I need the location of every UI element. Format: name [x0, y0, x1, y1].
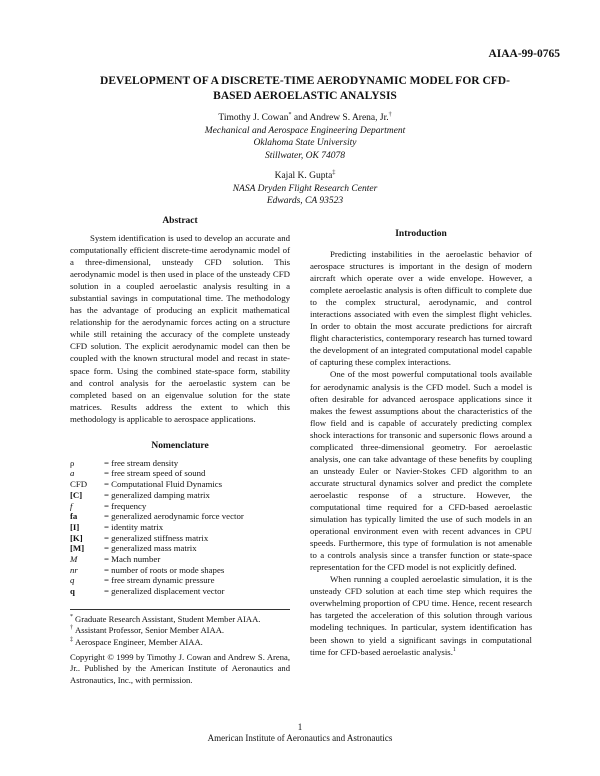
intro-paragraph-1: Predicting instabilities in the aeroelastic behavior of aerospace structures is important in the design of modern aircraft which operate over a wide envelope. However, a complete aeroelastic analysis is often difficult to complete due to the complex structural, aerodynamic, and control interactions associated with even the simplest flight vehicles. In order to obtain the most accurate predictions for aircraft flight characteristics, contemporary research has turned toward the development of an integrated computational model capable of capturing these complex interactions. [310, 249, 532, 368]
title-line-1: DEVELOPMENT OF A DISCRETE-TIME AERODYNAMIC MODEL FOR CFD- [100, 75, 510, 87]
footnotes [70, 614, 290, 649]
nomenclature-definition: = frequency [104, 500, 147, 511]
nomenclature-item [70, 533, 290, 544]
nomenclature-item [70, 586, 290, 597]
nomenclature-symbol: [C] [70, 489, 83, 500]
nomenclature-definition: = number of roots or mode shapes [104, 564, 225, 575]
author-center: NASA Dryden Flight Research Center [232, 183, 378, 194]
author-center-city: Edwards, CA 93523 [266, 196, 344, 206]
intro-paragraph-3: When running a coupled aeroelastic simulation, it is the unsteady CFD solution at each time step which requires the overwhelming proportion of CPU time. Hence, recent research has targeted the acceleration of this solution through various modeling techniques. In particular, system identification has been shown to yield a significant savings in computational time for CFD-based aeroelastic analysis.$^1$ [310, 574, 532, 657]
nomenclature-item [70, 575, 290, 586]
nomenclature-definition: = generalized aerodynamic force vector [104, 511, 244, 522]
title-line-2: BASED AEROELASTIC ANALYSIS [213, 90, 397, 102]
author-names: Timothy J. Cowan* and Andrew S. Arena, Jr.† [218, 111, 392, 123]
nomenclature-symbol: CFD [70, 479, 88, 490]
author-department: Mechanical and Aerospace Engineering Department [204, 125, 406, 136]
footnote-mark: ‡ [70, 637, 73, 644]
nomenclature-symbol: fa [70, 511, 78, 522]
abstract-text: System identification is used to develop an accurate and computationally efficient discrete-time aerodynamic model of a three-dimensional, unsteady CFD solution. This aerodynamic model is then used in place of the unsteady CFD solution in a coupled aeroelastic analysis resulting in a substantial savings in computational time. The methodology has the advantage of producing an explicit mathematical relationship for the aerodynamic forces acting on a structure while still retaining the accuracy of the complete unsteady CFD solution. The explicit aerodynamic model can then be coupled with the known structural model and recast in state-space form. Using the combined state-space form, stability and control analysis for the aeroelastic system can be completed based on an eigenvalue solution for the state matrices. Results address the extent to which this methodology is applicable to aerospace applications. [70, 233, 290, 424]
nomenclature-item [70, 458, 290, 469]
nomenclature-symbol: [M] [70, 543, 85, 554]
nomenclature-definition: = free stream speed of sound [104, 468, 206, 479]
footnote-mark: * [70, 614, 73, 621]
nomenclature-symbol: a [70, 468, 75, 479]
page-number: 1 [297, 722, 303, 732]
author-university: Oklahoma State University [253, 138, 357, 148]
nomenclature-item [70, 565, 290, 576]
left-column [70, 216, 290, 686]
nomenclature-definition: = generalized damping matrix [104, 489, 210, 500]
nomenclature-item [70, 554, 290, 565]
nomenclature-symbol: ρ [70, 457, 75, 468]
nomenclature-heading: Nomenclature [151, 440, 209, 451]
nomenclature-definition: = identity matrix [104, 521, 164, 532]
nomenclature-item [70, 490, 290, 501]
nomenclature-definition: = generalized displacement vector [104, 586, 225, 597]
nomenclature-definition: = free stream dynamic pressure [104, 575, 215, 586]
nomenclature-definition: = generalized mass matrix [104, 543, 197, 554]
nomenclature-symbol: nr [70, 564, 78, 575]
paper-title [70, 74, 540, 104]
footer-text: American Institute of Aeronautics and Astronautics [207, 733, 393, 743]
intro-paragraph-2: One of the most powerful computational tools available for aerodynamic analysis is the CFD model. Such a model is often desirable for advanced aerospace applications since it makes the fewest assumptions about the characteristics of the flow field and is capable of accurately predicting complex shock interactions for transonic and supersonic flows around a complicated three-dimensional geometry. For aeroelastic analysis, one can take advantage of these benefits by coupling an unsteady Euler or Navier-Stokes CFD algorithm to an accurate structural dynamics solver and predict the complete aeroelastic response of a structure. However, the computational time required for a CFD-based aeroelastic simulation has typically limited the use of such models in an operational environment even with recent advances in CPU speeds. Furthermore, this type of formulation is not amenable to a controls analysis since a transfer function or state-space representation for the CFD model is not explicitly defined. [310, 369, 532, 573]
nomenclature-item [70, 543, 290, 554]
footnote-text: Graduate Research Assistant, Student Member AIAA. [75, 613, 261, 624]
footnote-rule [70, 609, 290, 610]
footnote-mark: † [70, 625, 73, 632]
copyright-notice: Copyright © 1999 by Timothy J. Cowan and Andrew S. Arena, Jr.. Published by the American Institute of Aeronautics and Astronautics, Inc., with permission. [70, 651, 290, 685]
author-name-3: Kajal K. Gupta‡ [274, 169, 336, 181]
nomenclature-symbol: [K] [70, 532, 83, 543]
nomenclature-list [70, 458, 290, 597]
nomenclature-item [70, 522, 290, 533]
nomenclature-definition: = free stream density [104, 457, 179, 468]
nomenclature-item [70, 468, 290, 479]
nomenclature-definition: = Mach number [104, 554, 161, 565]
author-city: Stillwater, OK 74078 [265, 150, 345, 161]
author-block-1 [100, 112, 510, 162]
page-footer [0, 722, 600, 744]
nomenclature-symbol: M [70, 554, 78, 565]
nomenclature-symbol: [I] [70, 521, 80, 532]
document-number: AIAA-99-0765 [488, 48, 560, 60]
nomenclature-symbol: f [70, 500, 73, 511]
nomenclature-item [70, 511, 290, 522]
author-block-2 [100, 170, 510, 208]
right-column [310, 229, 532, 658]
footnote-text: Assistant Professor, Senior Member AIAA. [75, 625, 225, 636]
footnote-text: Aerospace Engineer, Member AIAA. [75, 637, 203, 648]
nomenclature-symbol: q [70, 575, 75, 586]
introduction-body [310, 248, 532, 658]
nomenclature-symbol: q [70, 586, 75, 597]
nomenclature-definition: = generalized stiffness matrix [104, 532, 209, 543]
footnote [70, 637, 290, 649]
footnote [70, 614, 290, 626]
nomenclature-item [70, 501, 290, 512]
nomenclature-item [70, 479, 290, 490]
introduction-heading: Introduction [395, 229, 447, 239]
abstract-body [70, 232, 290, 425]
abstract-heading: Abstract [162, 216, 198, 226]
nomenclature-definition: = Computational Fluid Dynamics [104, 479, 223, 490]
footnote [70, 625, 290, 637]
